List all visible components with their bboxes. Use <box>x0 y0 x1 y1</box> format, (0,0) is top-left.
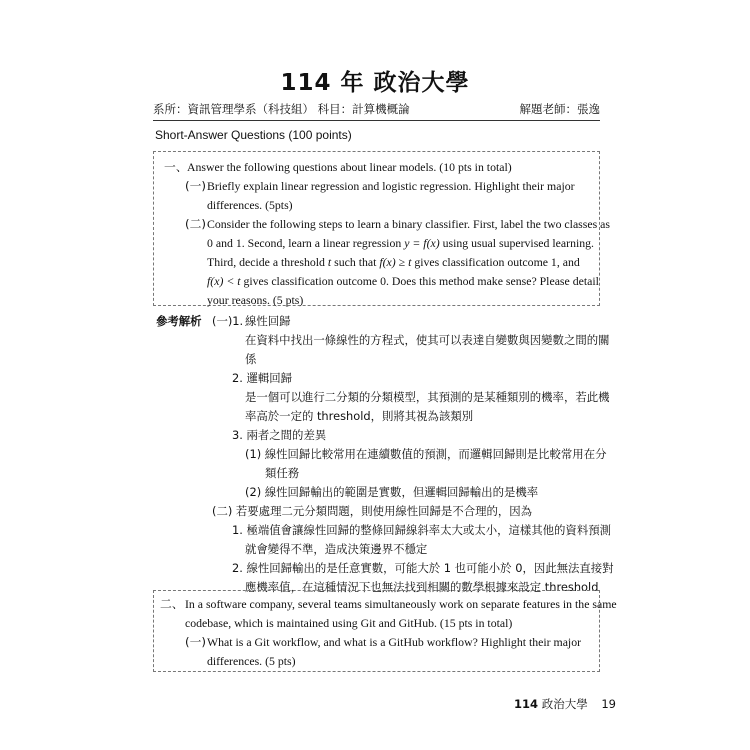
instructor: 解題老師：張逸 <box>519 102 600 116</box>
question-1a-number: (一) <box>185 179 207 193</box>
question-2a-line-1: What is a Git workflow, and what is a GitHub workflow? Highlight their major <box>207 635 582 649</box>
question-1-box <box>153 151 610 307</box>
answer-1-2-title: 2. 邏輯回歸 <box>232 371 293 385</box>
question-1b-line-2: 0 and 1. Second, learn a linear regression y = f(x) using usual supervised learning. <box>207 236 594 250</box>
answer-2-1-line-2: 就會變得不準，造成決策邊界不穩定 <box>245 542 428 556</box>
answer-1-3-a-line-2: 類任務 <box>265 466 300 480</box>
question-2a-line-2: differences. (5 pts) <box>207 654 296 668</box>
page-footer <box>514 696 616 712</box>
question-2a-number: (一) <box>185 635 207 649</box>
page-number: 19 <box>601 697 616 711</box>
question-1b-line-5: your reasons. (5 pts) <box>207 293 304 307</box>
answer-2-2-line-2: 應機率值，在這種情況下也無法找到相關的數學根據來設定 threshold <box>245 580 599 594</box>
question-2-intro-line-2: codebase, which is maintained using Git and GitHub. (15 pts in total) <box>185 616 513 630</box>
answer-2-2-line-1: 2. 線性回歸輸出的是任意實數，可能大於 1 也可能小於 0，因此無法直接對 <box>232 561 614 575</box>
footer-school: 政治大學 <box>541 697 588 711</box>
answer-1-1-line-2: 係 <box>245 352 257 366</box>
question-1-intro: Answer the following questions about linear models. (10 pts in total) <box>187 160 512 174</box>
answer-1-1-line-1: 在資料中找出一條線性的方程式，使其可以表達自變數與因變數之間的關 <box>245 333 610 347</box>
answer-part-1-number: (一)1. <box>212 314 244 328</box>
answer-1-1-title: 線性回歸 <box>245 314 291 328</box>
question-1-number: 一、 <box>164 160 188 174</box>
answer-label: 參考解析 <box>156 314 202 328</box>
question-2-number: 二、 <box>160 597 184 611</box>
question-1b-line-4: f(x) < t gives classification outcome 0. Does this method make sense? Please detail <box>207 274 599 288</box>
question-2-intro-line-1: In a software company, several teams simultaneously work on separate features in the same <box>185 597 617 611</box>
header-rule <box>153 120 600 121</box>
footer-book-number: 114 <box>514 697 539 711</box>
page-title: 114 年 政治大學 <box>280 70 470 96</box>
answer-2-1-line-1: 1. 極端值會讓線性回歸的整條回歸線斜率太大或太小，這樣其他的資料預測 <box>232 523 611 537</box>
question-2-box <box>153 590 617 672</box>
section-heading: Short-Answer Questions (100 points) <box>155 128 352 142</box>
answer-1-2-line-1: 是一個可以進行二分類的分類模型，其預測的是某種類別的機率，若此機 <box>245 390 610 404</box>
question-1b-line-1: Consider the following steps to learn a binary classifier. First, label the two classes as <box>207 217 610 231</box>
answer-part-2: (二) 若要處理二元分類問題，則使用線性回歸是不合理的，因為 <box>212 504 533 518</box>
answer-1-3-a-line-1: (1) 線性回歸比較常用在連續數值的預測，而邏輯回歸則是比較常用在分 <box>245 447 607 461</box>
question-1a-line-2: differences. (5pts) <box>207 198 293 212</box>
question-1a-line-1: Briefly explain linear regression and logistic regression. Highlight their major <box>207 179 575 193</box>
question-1b-line-3: Third, decide a threshold t such that f(x) ≥ t gives classification outcome 1, and <box>207 255 580 269</box>
answer-1-3-title: 3. 兩者之間的差異 <box>232 428 327 442</box>
answer-1-2-line-2: 率高於一定的 threshold，則將其視為該類別 <box>245 409 474 423</box>
answer-1-3-b: (2) 線性回歸輸出的範圍是實數，但邏輯回歸輸出的是機率 <box>245 485 539 499</box>
question-1b-number: (二) <box>185 217 207 231</box>
department-subject: 系所：資訊管理學系（科技組） 科目：計算機概論 <box>153 102 410 116</box>
